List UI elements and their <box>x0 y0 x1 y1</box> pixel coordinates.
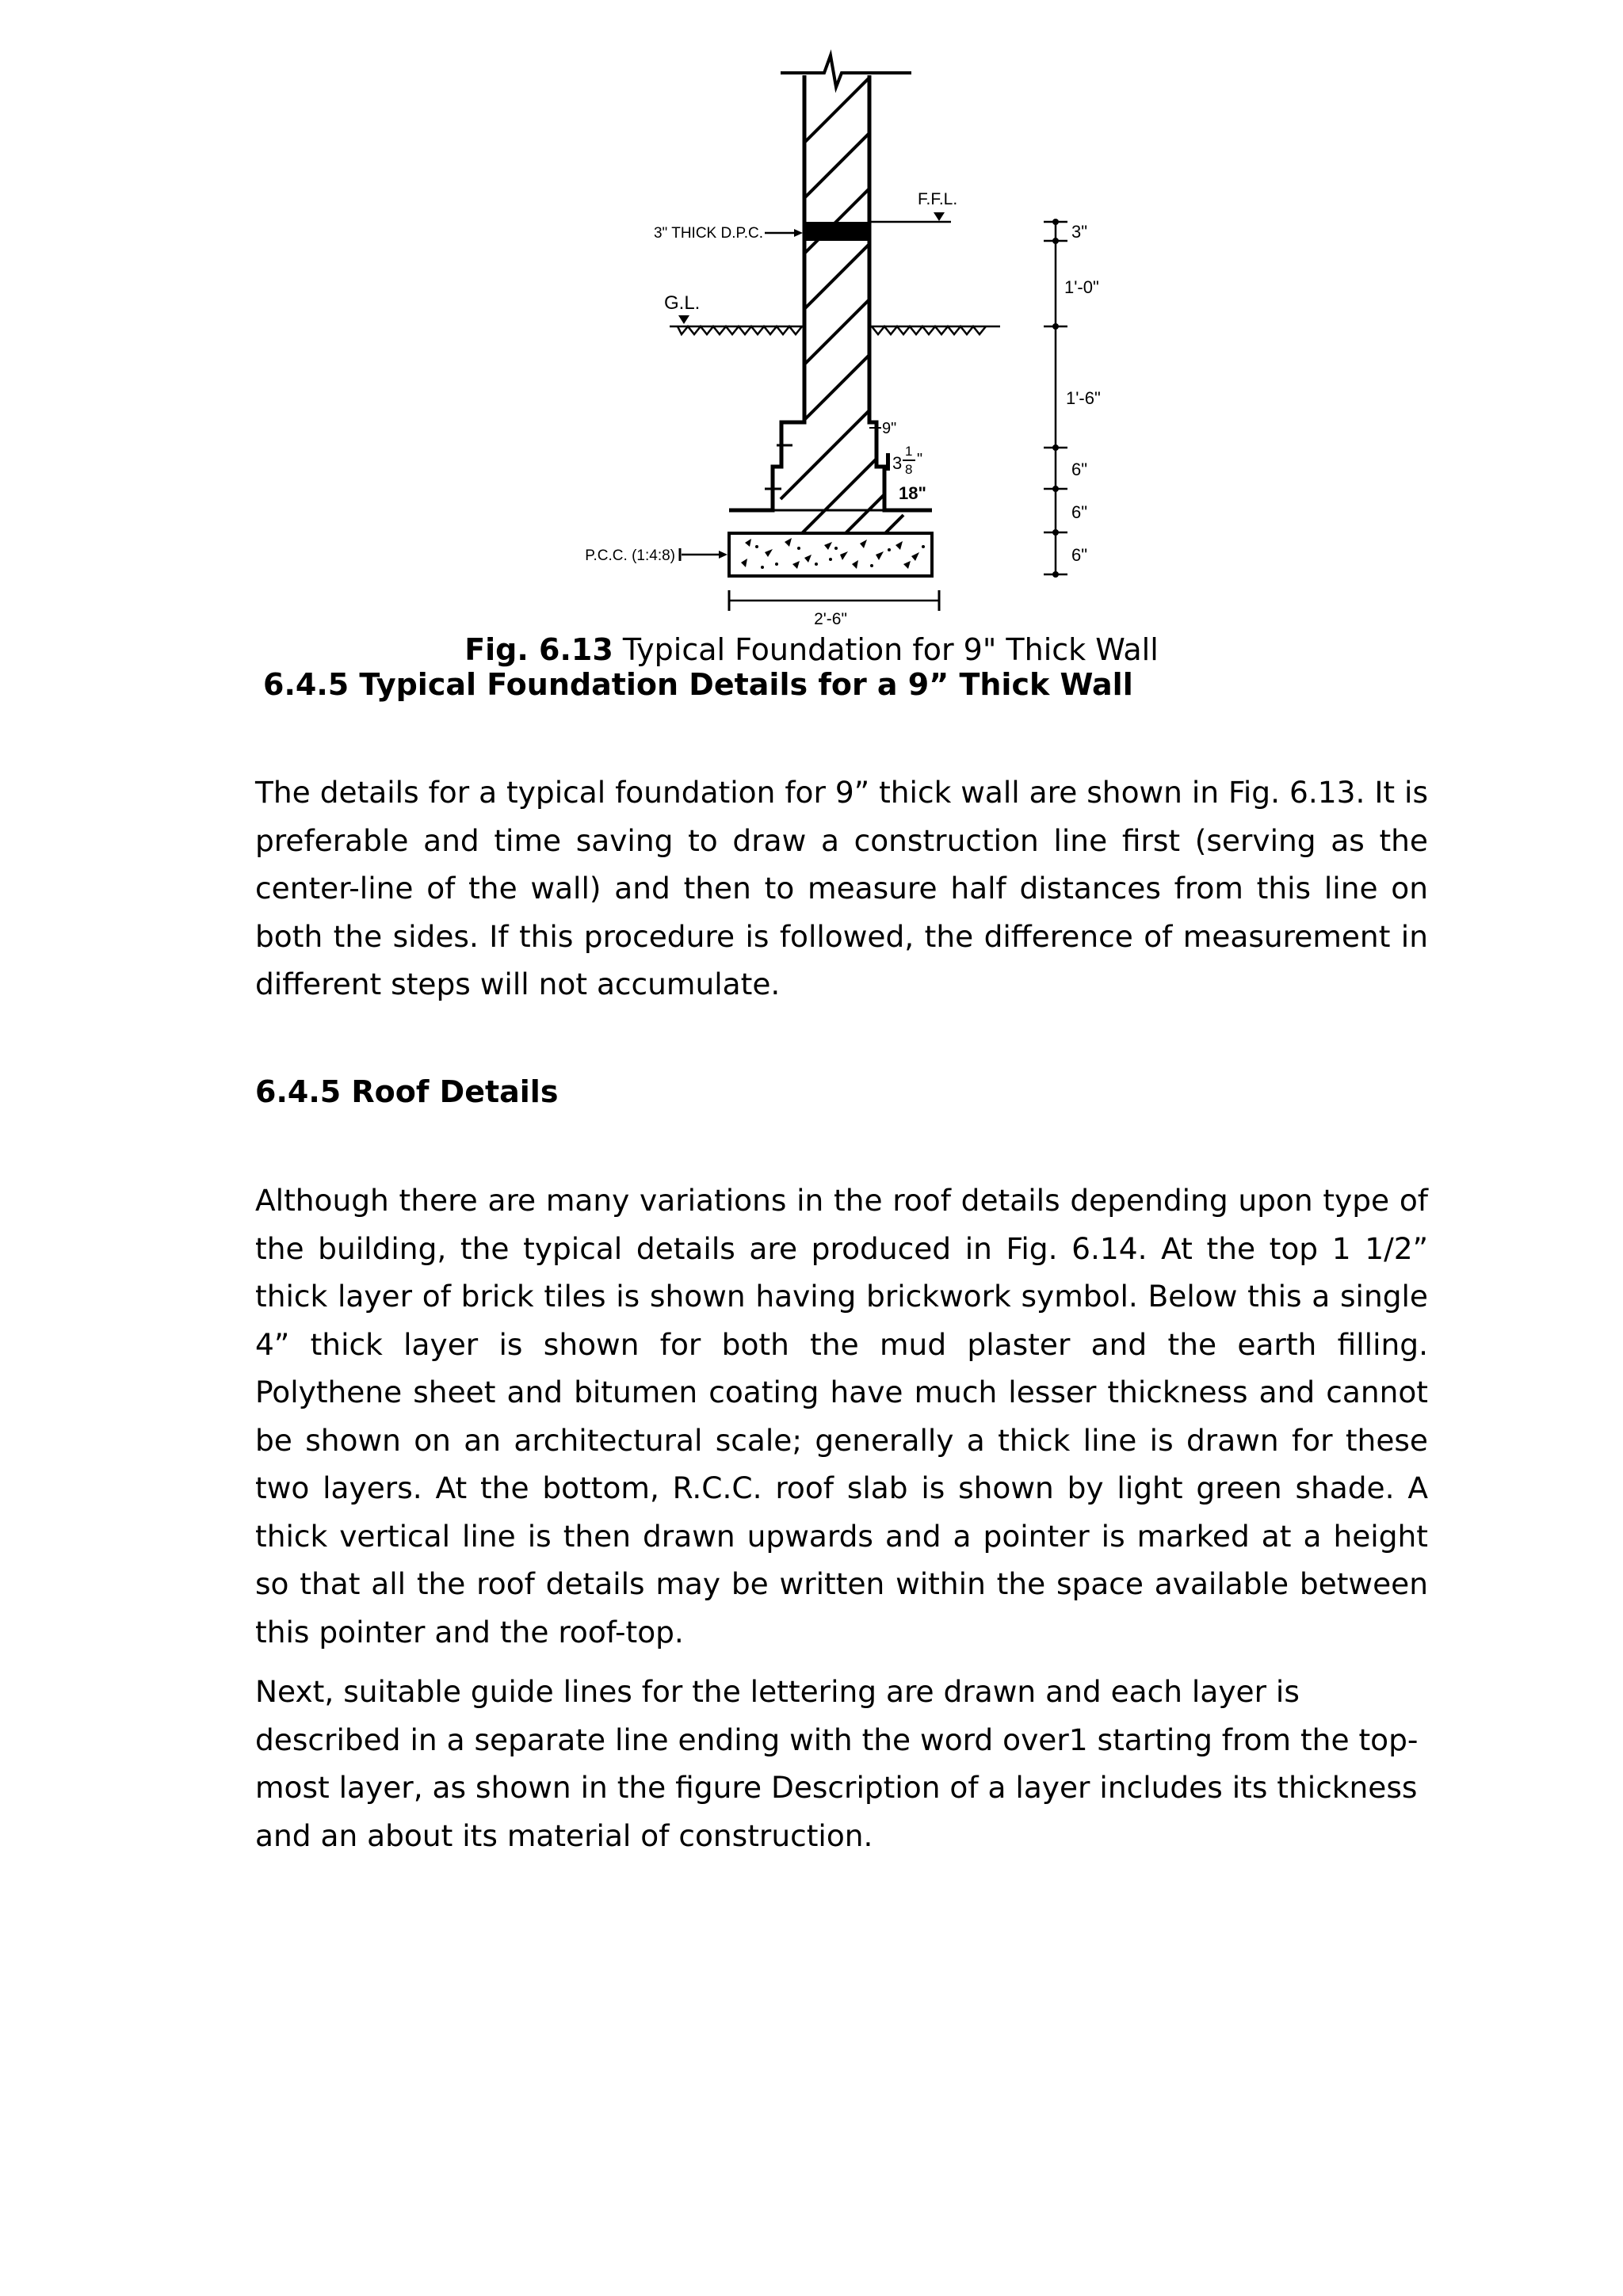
brick-hatching <box>765 63 903 570</box>
pcc-arrowhead <box>719 551 727 559</box>
dim-6in-c: 6" <box>1071 545 1088 565</box>
offset-bottom-label: 18" <box>899 483 926 503</box>
dim-1ft6in: 1'-6" <box>1066 388 1101 408</box>
wall-section <box>729 75 932 510</box>
dim-1ft: 1'-0" <box>1064 277 1099 297</box>
offset-top-den: 8 <box>905 462 913 477</box>
pcc-base <box>729 533 932 576</box>
offset-top-num: 1 <box>905 444 913 459</box>
dpc-label: 3" THICK D.P.C. <box>653 225 763 242</box>
gl-marker <box>678 315 689 324</box>
vertical-dimension-chain <box>1044 220 1067 574</box>
figure-caption-text: Typical Foundation for 9" Thick Wall <box>613 632 1159 667</box>
offset-top-tick <box>886 453 890 471</box>
ffl-marker <box>934 212 945 221</box>
paragraph-foundation: The details for a typical foundation for 9” thick wall are shown in Fig. 6.13. It is preferable and time saving to draw a construction line first (serving as the center-line of the wall) and then to measure half distances from this line on both the sides. If this procedure is followed, the difference of measurement in different steps will not accumulate. <box>255 775 1428 1001</box>
gl-label: G.L. <box>664 292 701 314</box>
dim-3in: 3" <box>1071 222 1088 242</box>
section-heading-roof: 6.4.5 Roof Details <box>255 1074 559 1109</box>
offset-top-whole: 3 <box>892 453 903 473</box>
paragraph-roof-details: Although there are many variations in the roof details depending upon type of the building, the typical details are produced in Fig. 6.14. At the top 1 1/2” thick layer of brick tiles is shown having brickwork symbol. Below this a single 4” thick layer is shown for both the mud plaster and the earth filling. Polythene sheet and bitumen coating have much lesser thickness and cannot be shown on an architectural scale; generally a thick line is drawn for these two layers. At the bottom, R.C.C. roof slab is shown by light green shade. A thick vertical line is then drawn upwards and a pointer is marked at a height so that all the roof details may be written within the space available between this pointer and the roof-top. <box>255 1183 1428 1650</box>
pcc-label: P.C.C. (1:4:8) <box>585 547 675 564</box>
dpc-band <box>804 222 869 241</box>
offset-top-unit: " <box>917 451 923 468</box>
foundation-drawing <box>555 48 1157 634</box>
break-line <box>781 55 911 87</box>
section-heading-foundation: 6.4.5 Typical Foundation Details for a 9” Thick Wall <box>263 667 1133 702</box>
dim-6in-b: 6" <box>1071 502 1088 522</box>
figure-caption-label: Fig. 6.13 <box>464 632 613 667</box>
dpc-arrowhead <box>794 229 803 237</box>
paragraph-roof-lettering: Next, suitable guide lines for the lettering are drawn and each layer is described in a separate line ending with the word over1 starting from the top-most layer, as shown in the figure Description of a layer includes its thickness and an about its material of construction. <box>255 1674 1419 1853</box>
base-width-label: 2'-6" <box>814 610 847 628</box>
figure-caption <box>0 632 1623 667</box>
dim-6in-a: 6" <box>1071 460 1088 479</box>
wall-width-label: 9" <box>882 420 897 437</box>
base-width-dimension <box>729 590 939 611</box>
ffl-label: F.F.L. <box>918 190 958 208</box>
